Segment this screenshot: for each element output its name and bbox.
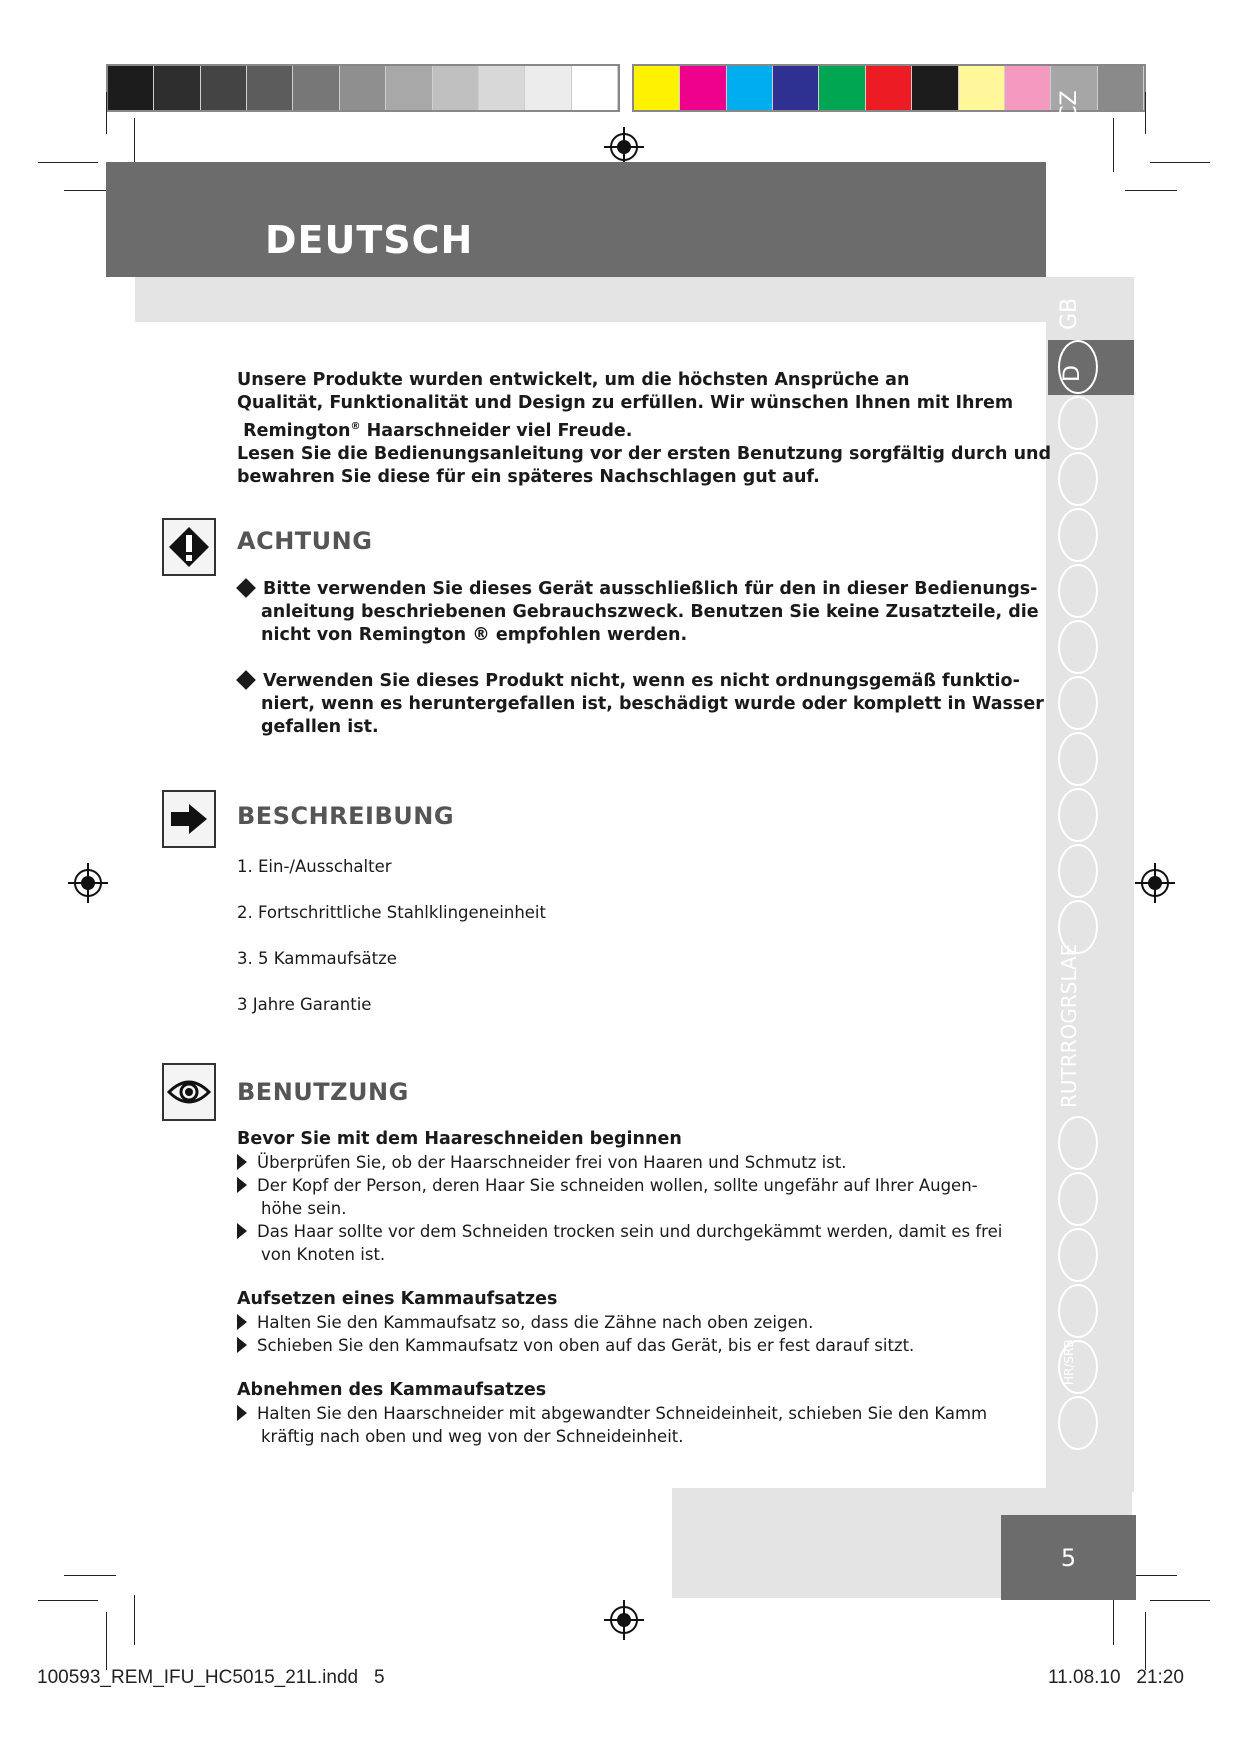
crop-mark — [106, 92, 107, 134]
crop-mark — [1113, 118, 1114, 172]
language-tab-circle — [1058, 676, 1098, 730]
color-swatch — [433, 66, 479, 110]
language-tab-d: D — [1060, 365, 1085, 382]
language-tab-circle — [1058, 508, 1098, 562]
color-swatch — [1005, 66, 1051, 110]
description-item: 3. 5 Kammaufsätze — [237, 949, 397, 968]
bullet-icon — [237, 1314, 247, 1330]
color-swatch — [680, 66, 726, 110]
crop-mark — [1145, 1612, 1146, 1670]
instruction-item: Halten Sie den Kammaufsatz so, dass die Zähne nach oben zeigen. — [237, 1311, 813, 1334]
language-tab-skcz: SKCZ — [1057, 90, 1082, 148]
language-tabs-middle: RUTRROGRSLAE — [1057, 943, 1081, 1108]
language-tab-circle — [1058, 396, 1098, 450]
description-item: 2. Fortschrittliche Stahlklingeneinheit — [237, 903, 546, 922]
crop-mark — [38, 1600, 98, 1601]
color-swatch — [201, 66, 247, 110]
section-title-beschreibung: BESCHREIBUNG — [237, 802, 455, 830]
crop-mark — [1145, 92, 1146, 134]
description-item: 1. Ein-/Ausschalter — [237, 857, 392, 876]
color-swatch — [819, 66, 865, 110]
language-tab-circle — [1058, 1172, 1098, 1226]
language-tab-circle — [1058, 1228, 1098, 1282]
bullet-icon — [237, 1223, 247, 1239]
crop-mark — [64, 1575, 116, 1576]
warning-icon — [162, 518, 216, 576]
language-tab-circle — [1058, 732, 1098, 786]
language-tab-circle — [1058, 620, 1098, 674]
instruction-item: Schieben Sie den Kammaufsatz von oben auf das Gerät, bis er fest darauf sitzt. — [237, 1334, 914, 1357]
subheading: Abnehmen des Kammaufsatzes — [237, 1380, 547, 1400]
gray-color-bar — [106, 64, 620, 112]
description-item: 3 Jahre Garantie — [237, 995, 372, 1014]
language-tab-circle — [1058, 1396, 1098, 1450]
language-tab-circle — [1058, 844, 1098, 898]
color-swatch — [154, 66, 200, 110]
footer-datetime: 11.08.10 21:20 — [1048, 1667, 1184, 1688]
section-title-benutzung: BENUTZUNG — [237, 1078, 409, 1106]
registration-mark-icon — [604, 1600, 644, 1640]
color-swatch — [1098, 66, 1144, 110]
language-tab-circle — [1058, 788, 1098, 842]
crop-mark — [1113, 1595, 1114, 1645]
registration-mark-icon — [604, 127, 644, 167]
color-swatch — [727, 66, 773, 110]
bullet-icon — [237, 1154, 247, 1170]
arrow-right-icon — [162, 790, 216, 848]
instruction-item: Der Kopf der Person, deren Haar Sie schneiden wollen, sollte ungefähr auf Ihrer Augen- höhe sein. — [237, 1174, 978, 1220]
language-tab-circle — [1058, 1284, 1098, 1338]
bullet-icon — [237, 1405, 247, 1421]
bullet-icon — [237, 1177, 247, 1193]
instruction-item: Halten Sie den Haarschneider mit abgewandter Schneideinheit, schieben Sie den Kamm kräftig nach oben und weg von der Schneideinheit. — [237, 1402, 987, 1448]
color-swatch — [340, 66, 386, 110]
color-swatch — [634, 66, 680, 110]
warning-bullet-icon — [236, 670, 256, 690]
bullet-icon — [237, 1337, 247, 1353]
color-swatch — [479, 66, 525, 110]
warning-item: Verwenden Sie dieses Produkt nicht, wenn es nicht ordnungsgemäß funktio- niert, wenn es heruntergefallen ist, beschädigt wurde oder komplett in Wasser gefallen ist. — [237, 670, 1044, 739]
crop-mark — [106, 1612, 107, 1670]
color-swatch — [108, 66, 154, 110]
color-swatch — [773, 66, 819, 110]
color-swatch — [866, 66, 912, 110]
language-tab-circle — [1058, 340, 1098, 394]
footer-file-info: 100593_REM_IFU_HC5015_21L.indd 5 — [37, 1667, 385, 1688]
language-tabs-top: NLFEIDKSF — [1057, 157, 1082, 277]
intro-text: Unsere Produkte wurden entwickelt, um die höchsten Ansprüche an Qualität, Funktionalität und Design zu erfüllen. Wir wünschen Ihnen mit Ihrem Remington® Haarschneider viel Freude. Lesen Sie die Bedienungsanleitung vor der ersten Benutzung sorgfältig durch und bewahren Sie diese für ein späteres Nachschlagen gut auf. — [237, 370, 1052, 487]
instruction-item: Überprüfen Sie, ob der Haarschneider frei von Haaren und Schmutz ist. — [237, 1151, 847, 1174]
color-swatch — [247, 66, 293, 110]
instruction-item: Das Haar sollte vor dem Schneiden trocken sein und durchgekämmt werden, damit es frei von Knoten ist. — [237, 1220, 1002, 1266]
registration-mark-icon — [1135, 863, 1175, 903]
warning-bullet-icon — [236, 578, 256, 598]
warning-item: Bitte verwenden Sie dieses Gerät ausschließlich für den in dieser Bedienungs- anleitung beschriebenen Gebrauchszweck. Benutzen Sie keine Zusatzteile, die nicht von Remington ® empfohlen werden. — [237, 578, 1039, 647]
registration-mark-icon — [68, 863, 108, 903]
crop-mark — [134, 1595, 135, 1645]
header-band — [106, 162, 1046, 277]
language-tab-circle — [1058, 1116, 1098, 1170]
color-swatch — [572, 66, 618, 110]
crop-mark — [1150, 1600, 1210, 1601]
subheading: Bevor Sie mit dem Haareschneiden beginnen — [237, 1129, 682, 1149]
page-title: DEUTSCH — [265, 218, 474, 262]
color-swatch — [293, 66, 339, 110]
section-title-achtung: ACHTUNG — [237, 527, 373, 555]
language-tab-circle — [1058, 452, 1098, 506]
crop-mark — [1150, 162, 1210, 163]
color-swatch — [912, 66, 958, 110]
color-swatch — [959, 66, 1005, 110]
crop-mark — [1125, 190, 1177, 191]
language-tab-hr-srb: HR/SRB — [1062, 1339, 1076, 1385]
header-shadow — [135, 277, 1046, 322]
crop-mark — [38, 162, 98, 163]
color-swatch — [525, 66, 571, 110]
page-number: 5 — [1001, 1515, 1136, 1600]
language-tab-circle — [1058, 564, 1098, 618]
language-tab-gb: GB — [1057, 297, 1082, 330]
eye-icon — [162, 1063, 216, 1121]
subheading: Aufsetzen eines Kammaufsatzes — [237, 1289, 558, 1309]
color-swatch — [386, 66, 432, 110]
